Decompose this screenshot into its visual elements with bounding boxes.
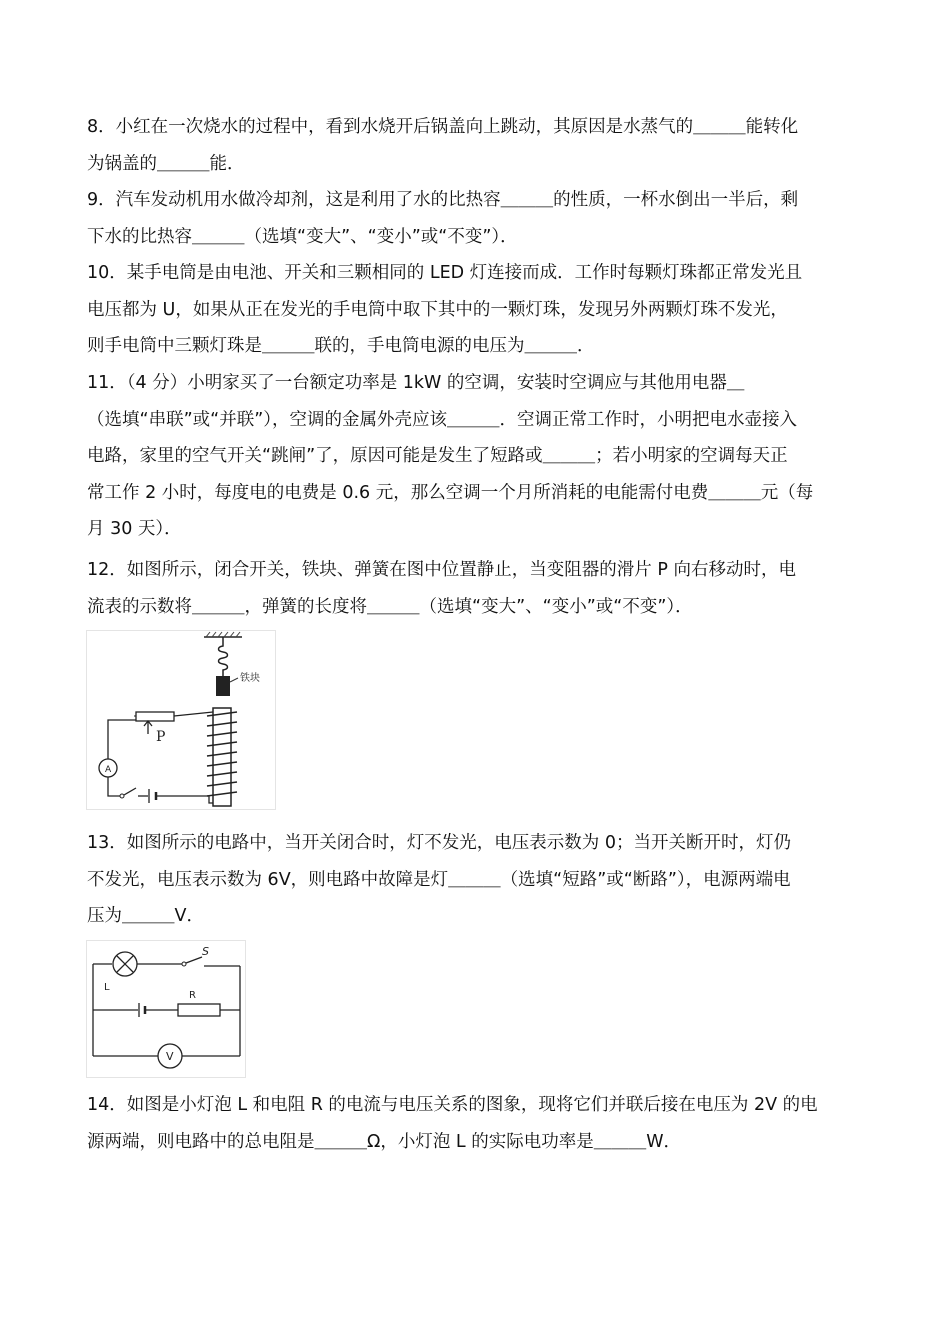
- rheostat: [134, 712, 213, 734]
- switch-icon: [124, 788, 136, 795]
- iron-label: 铁块: [240, 673, 260, 684]
- ceiling-support: [204, 632, 242, 637]
- electromagnet-coil: [207, 708, 237, 806]
- lamp-label: L: [104, 982, 110, 993]
- question-line: 9．汽车发动机用水做冷却剂，这是利用了水的比热容＿＿＿的性质，一杯水倒出一半后，剩: [87, 190, 799, 210]
- question-line: 14．如图是小灯泡 L 和电阻 R 的电流与电压关系的图象，现将它们并联后接在电压为 2V 的电: [87, 1095, 818, 1115]
- question-line: 常工作 2 小时，每度电的电费是 0.6 元，那么空调一个月所消耗的电能需付电费＿＿＿元（每: [87, 482, 814, 503]
- figure-voltmeter-circuit: [86, 940, 246, 1078]
- question-8: [87, 109, 865, 182]
- question-line: 10．某手电筒是由电池、开关和三颗相同的 LED 灯连接而成．工作时每颗灯珠都正常发光且: [87, 263, 803, 283]
- question-line: 12．如图所示，闭合开关，铁块、弹簧在图中位置静止，当变阻器的滑片 P 向右移动时，电: [87, 560, 796, 580]
- question-13: [87, 825, 865, 935]
- question-line: 月 30 天）．: [87, 519, 182, 539]
- spring-icon: [219, 637, 228, 676]
- question-line: 电路，家里的空气开关“跳闸”了，原因可能是发生了短路或＿＿＿；若小明家的空调每天正: [87, 446, 788, 466]
- question-9: [87, 182, 865, 255]
- voltmeter-label: V: [166, 1050, 174, 1063]
- question-line: 为锅盖的＿＿＿能．: [87, 153, 245, 174]
- question-line: 11．（4 分）小明家买了一台额定功率是 1kW 的空调，安装时空调应与其他用电器＿: [87, 373, 745, 393]
- question-line: 源两端，则电路中的总电阻是＿＿＿Ω，小灯泡 L 的实际电功率是＿＿＿W．: [87, 1131, 682, 1152]
- question-line: （选填“串联”或“并联”），空调的金属外壳应该＿＿＿．空调正常工作时，小明把电水壶接入: [87, 409, 798, 430]
- resistor-icon: [178, 1004, 220, 1016]
- switch-icon: [186, 957, 202, 963]
- ammeter-label: A: [105, 765, 112, 775]
- iron-block: [216, 676, 230, 696]
- question-line: 压为＿＿＿V．: [87, 906, 204, 926]
- resistor-label: R: [189, 990, 196, 1001]
- question-line: 不发光，电压表示数为 6V，则电路中故障是灯＿＿＿（选填“短路”或“断路”），电源两端电: [87, 869, 791, 890]
- question-11: [87, 365, 865, 548]
- switch-label: S: [202, 945, 209, 958]
- slider-label: P: [156, 729, 166, 745]
- question-line: 则手电筒中三颗灯珠是＿＿＿联的，手电筒电源的电压为＿＿＿．: [87, 336, 595, 356]
- question-12: [87, 552, 865, 625]
- question-10: [87, 255, 865, 365]
- question-line: 流表的示数将＿＿＿，弹簧的长度将＿＿＿（选填“变大”、“变小”或“不变”）．: [87, 596, 693, 617]
- question-14: [87, 1087, 865, 1160]
- question-line: 13．如图所示的电路中，当开关闭合时，灯不发光，电压表示数为 0；当开关断开时，灯仍: [87, 833, 791, 853]
- figure-electromagnet-circuit: [86, 630, 276, 810]
- question-line: 8．小红在一次烧水的过程中，看到水烧开后锅盖向上跳动，其原因是水蒸气的＿＿＿能转化: [87, 117, 799, 137]
- question-line: 下水的比热容＿＿＿（选填“变大”、“变小”或“不变”）．: [87, 226, 518, 247]
- question-line: 电压都为 U，如果从正在发光的手电筒中取下其中的一颗灯珠，发现另外两颗灯珠不发光，: [87, 299, 788, 320]
- lamp-icon: [113, 952, 137, 976]
